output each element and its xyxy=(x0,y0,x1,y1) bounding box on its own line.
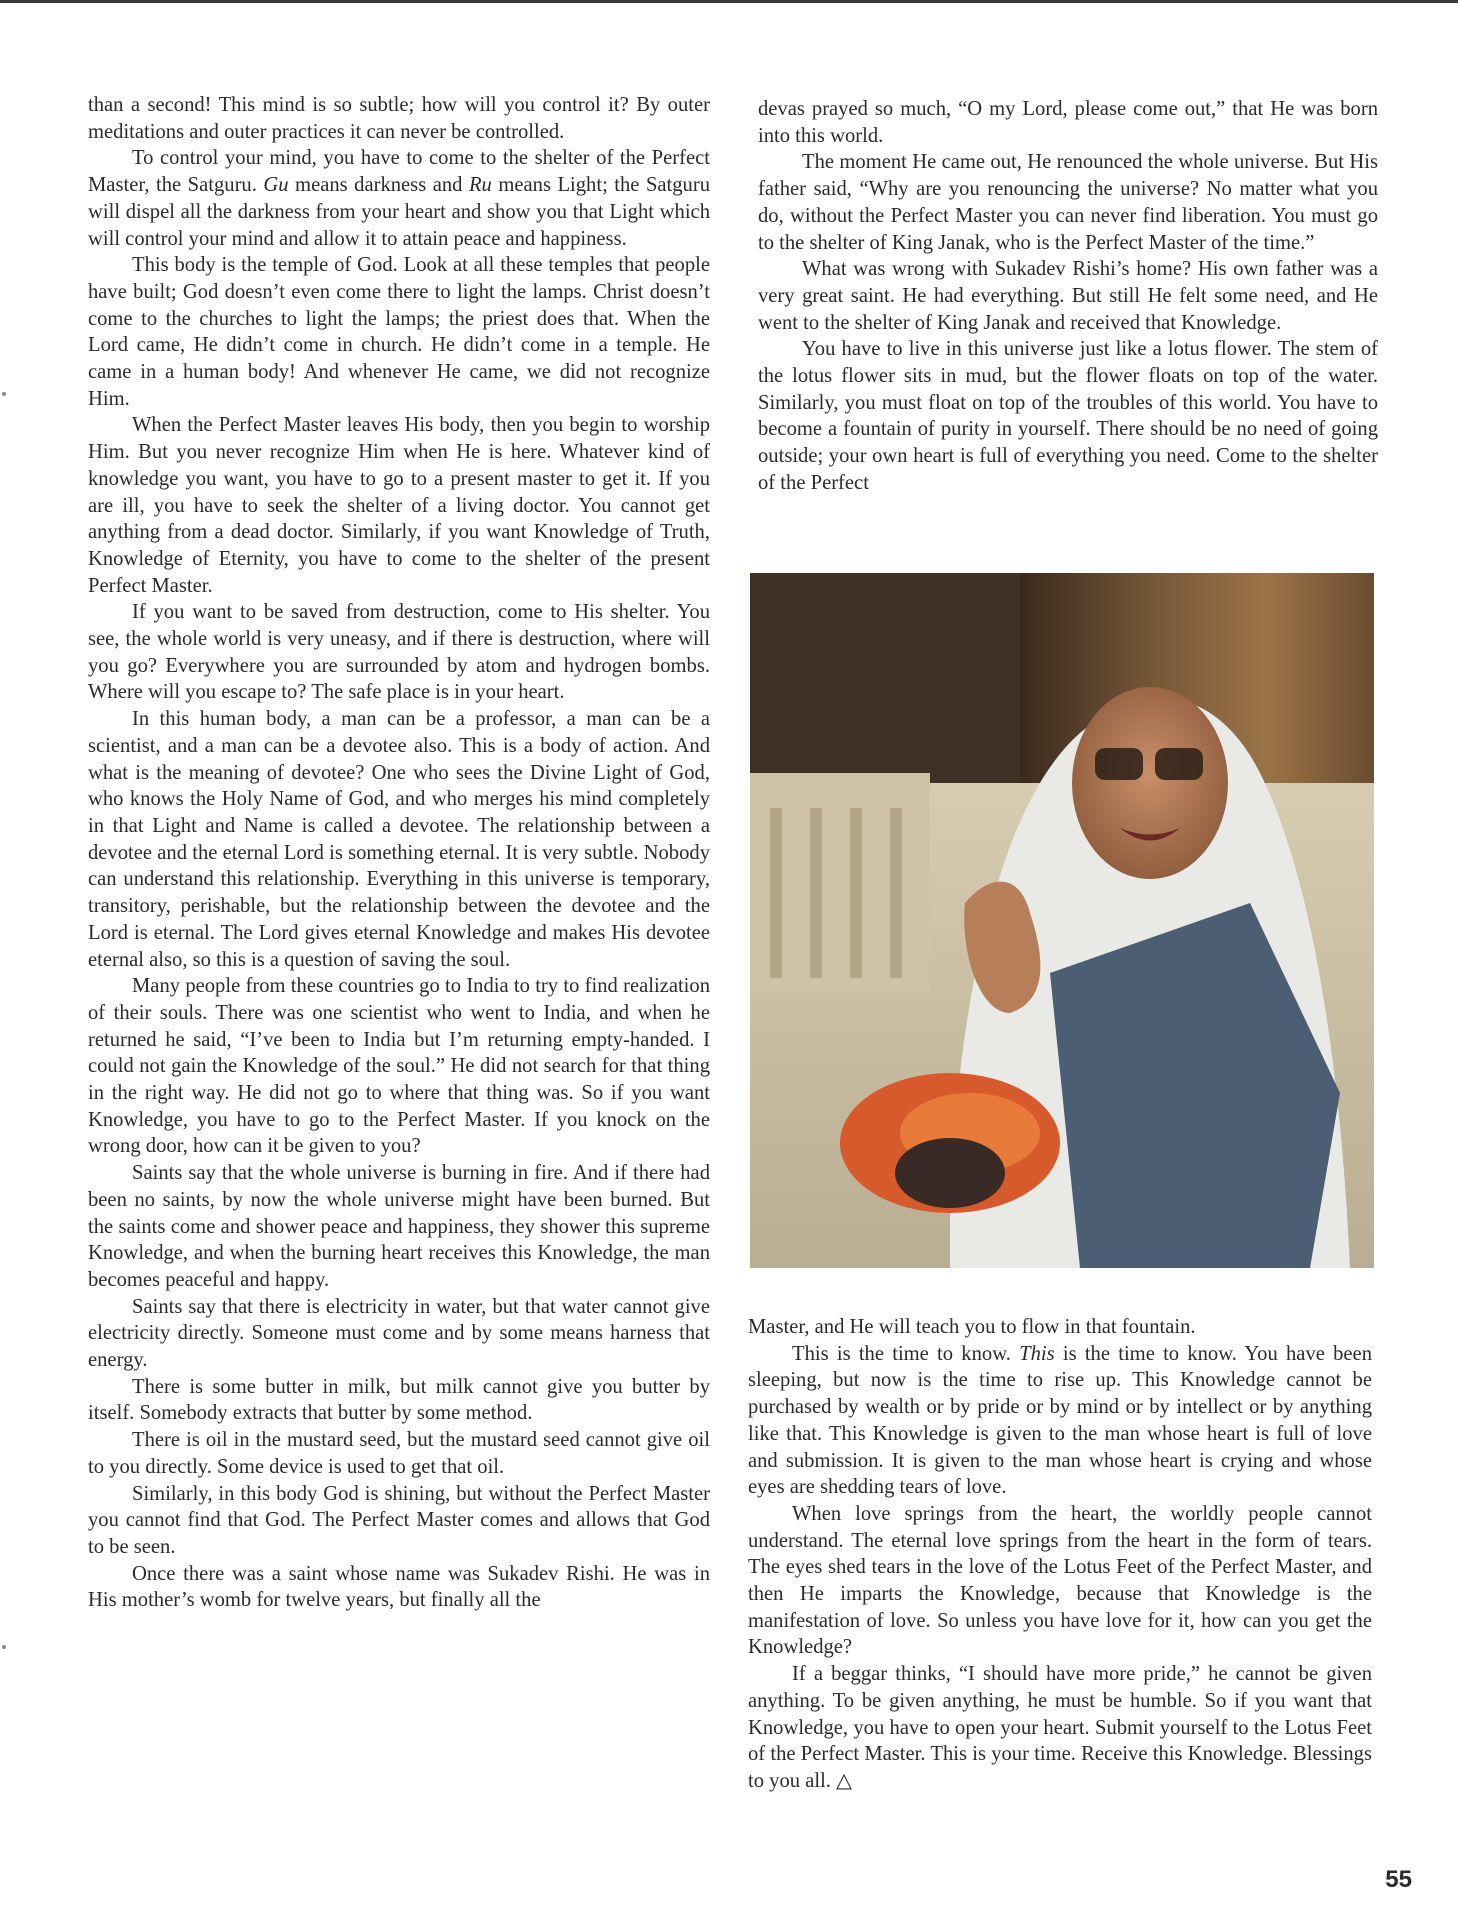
paragraph: There is some butter in milk, but milk cannot give you butter by itself. Somebody extracts that butter by some method. xyxy=(88,1375,710,1425)
paragraph: Master, and He will teach you to flow in that fountain. xyxy=(748,1316,1196,1338)
page-number: 55 xyxy=(1385,1866,1412,1893)
paragraph: The moment He came out, He renounced the whole universe. But His father said, “Why are you renouncing the universe? No matter what you do, without the Perfect Master you can never find liberation. You must go to the shelter of King Janak, who is the Perfect Master of the time.” xyxy=(758,151,1378,254)
left-column xyxy=(88,92,710,1614)
margin-mark xyxy=(2,392,6,396)
paragraph: Saints say that the whole universe is burning in fire. And if there had been no saints, by now the whole universe might have been burned. But the saints come and shower peace and happiness, they shower this supreme Knowledge, and when the burning heart receives this Knowledge, the man becomes peaceful and happy. xyxy=(88,1162,710,1291)
right-column-top xyxy=(758,96,1378,497)
paragraph: When love springs from the heart, the worldly people cannot understand. The eternal love springs from the heart in the form of tears. The eyes shed tears in the love of the Lotus Feet of the Perfect Master, and then He imparts the Knowledge, because that Knowledge is the manifestation of love. So unless you have love for it, how can you get the Knowledge? xyxy=(748,1502,1372,1659)
right-column-bottom xyxy=(748,1314,1372,1795)
paragraph: Many people from these countries go to India to try to find realization of their souls. There was one scientist who went to India, and when he returned he said, “I’ve been to India but I’m returning empty-handed. I could not gain the Knowledge of the soul.” He did not search for that thing in the right way. He did not go to where that thing was. So if you want Knowledge, you have to go to the Perfect Master. If you knock on the wrong door, how can it be given to you? xyxy=(88,975,710,1158)
paragraph: devas prayed so much, “O my Lord, please come out,” that He was born into this world. xyxy=(758,98,1378,147)
paragraph: Saints say that there is electricity in water, but that water cannot give electricity directly. Someone must come and by some means harness that energy. xyxy=(88,1295,710,1372)
paragraph: When the Perfect Master leaves His body, then you begin to worship Him. But you never recognize Him when He is here. Whatever kind of knowledge you want, you have to go to a present master to get it. If you are ill, you have to seek the shelter of a living doctor. You cannot get anything from a dead doctor. Similarly, if you want Knowledge of Truth, Knowledge of Eternity, you have to come to the shelter of the present Perfect Master. xyxy=(88,414,710,597)
paragraph: To control your mind, you have to come to the shelter of the Perfect Master, the Satguru. Gu means darkness and Ru means Light; the Satguru will dispel all the darkness from your heart and show you that Light which will control your mind and allow it to attain peace and happiness. xyxy=(88,147,711,250)
paragraph: This body is the temple of God. Look at all these temples that people have built; God doesn’t even come there to light the lamps. Christ doesn’t come to the churches to light the lamps; the priest does that. When the Lord came, He didn’t come in church. He didn’t come in a temple. He came in a human body! And whenever He came, we did not recognize Him. xyxy=(88,254,710,410)
paragraph: than a second! This mind is so subtle; how will you control it? By outer meditations and outer practices it can never be controlled. xyxy=(88,94,710,143)
paragraph: You have to live in this universe just like a lotus flower. The stem of the lotus flower sits in mud, but the flower floats on top of the water. Similarly, you must float on top of the troubles of this world. You have to become a fountain of purity in yourself. There should be no need of going outside; your own heart is full of everything you need. Come to the shelter of the Perfect xyxy=(758,338,1378,494)
paragraph: Similarly, in this body God is shining, but without the Perfect Master you cannot find that God. The Perfect Master comes and allows that God to be seen. xyxy=(88,1482,710,1558)
paragraph: What was wrong with Sukadev Rishi’s home? His own father was a very great saint. He had everything. But still He felt some need, and He went to the shelter of King Janak and received that Knowledge. xyxy=(758,258,1378,334)
paragraph: Once there was a saint whose name was Sukadev Rishi. He was in His mother’s womb for twelve years, but finally all the xyxy=(88,1562,710,1612)
paragraph: There is oil in the mustard seed, but the mustard seed cannot give oil to you directly. Some device is used to get that oil. xyxy=(88,1429,710,1478)
paragraph: In this human body, a man can be a professor, a man can be a scientist, and a man can be a devotee also. This is a body of action. And what is the meaning of devotee? One who sees the Divine Light of God, who knows the Holy Name of God, and who merges his mind completely in that Light and Name is called a devotee. The relationship between a devotee and the eternal Lord is something eternal. It is very subtle. Nobody can understand this relationship. Everything in this universe is temporary, transitory, perishable, but the relationship between the devotee and the Lord is eternal. The Lord gives eternal Knowledge and makes His devotee eternal also, so this is a question of saving the soul. xyxy=(88,708,710,971)
paragraph: This is the time to know. This is the time to know. You have been sleeping, but now is the time to rise up. This Knowledge cannot be purchased by wealth or by pride or by mind or by intellect or by anything like that. This Knowledge is given to the man whose heart is full of love and submission. It is given to the man whose heart is crying and whose eyes are shedding tears of love. xyxy=(748,1342,1372,1499)
paragraph: If a beggar thinks, “I should have more pride,” he cannot be given anything. To be given anything, he must be humble. So if you want that Knowledge, you have to open your heart. Submit yourself to the Lotus Feet of the Perfect Master. This is your time. Receive this Knowledge. Blessings to you all. △ xyxy=(748,1663,1372,1792)
photo xyxy=(750,573,1374,1268)
photo-illustration xyxy=(750,573,1374,1268)
top-rule xyxy=(0,0,1458,3)
paragraph: If you want to be saved from destruction, come to His shelter. You see, the whole world is very uneasy, and if there is destruction, where will you go? Everywhere you are surrounded by atom and hydrogen bombs. Where will you escape to? The safe place is in your heart. xyxy=(88,601,710,704)
margin-mark xyxy=(2,1645,6,1649)
